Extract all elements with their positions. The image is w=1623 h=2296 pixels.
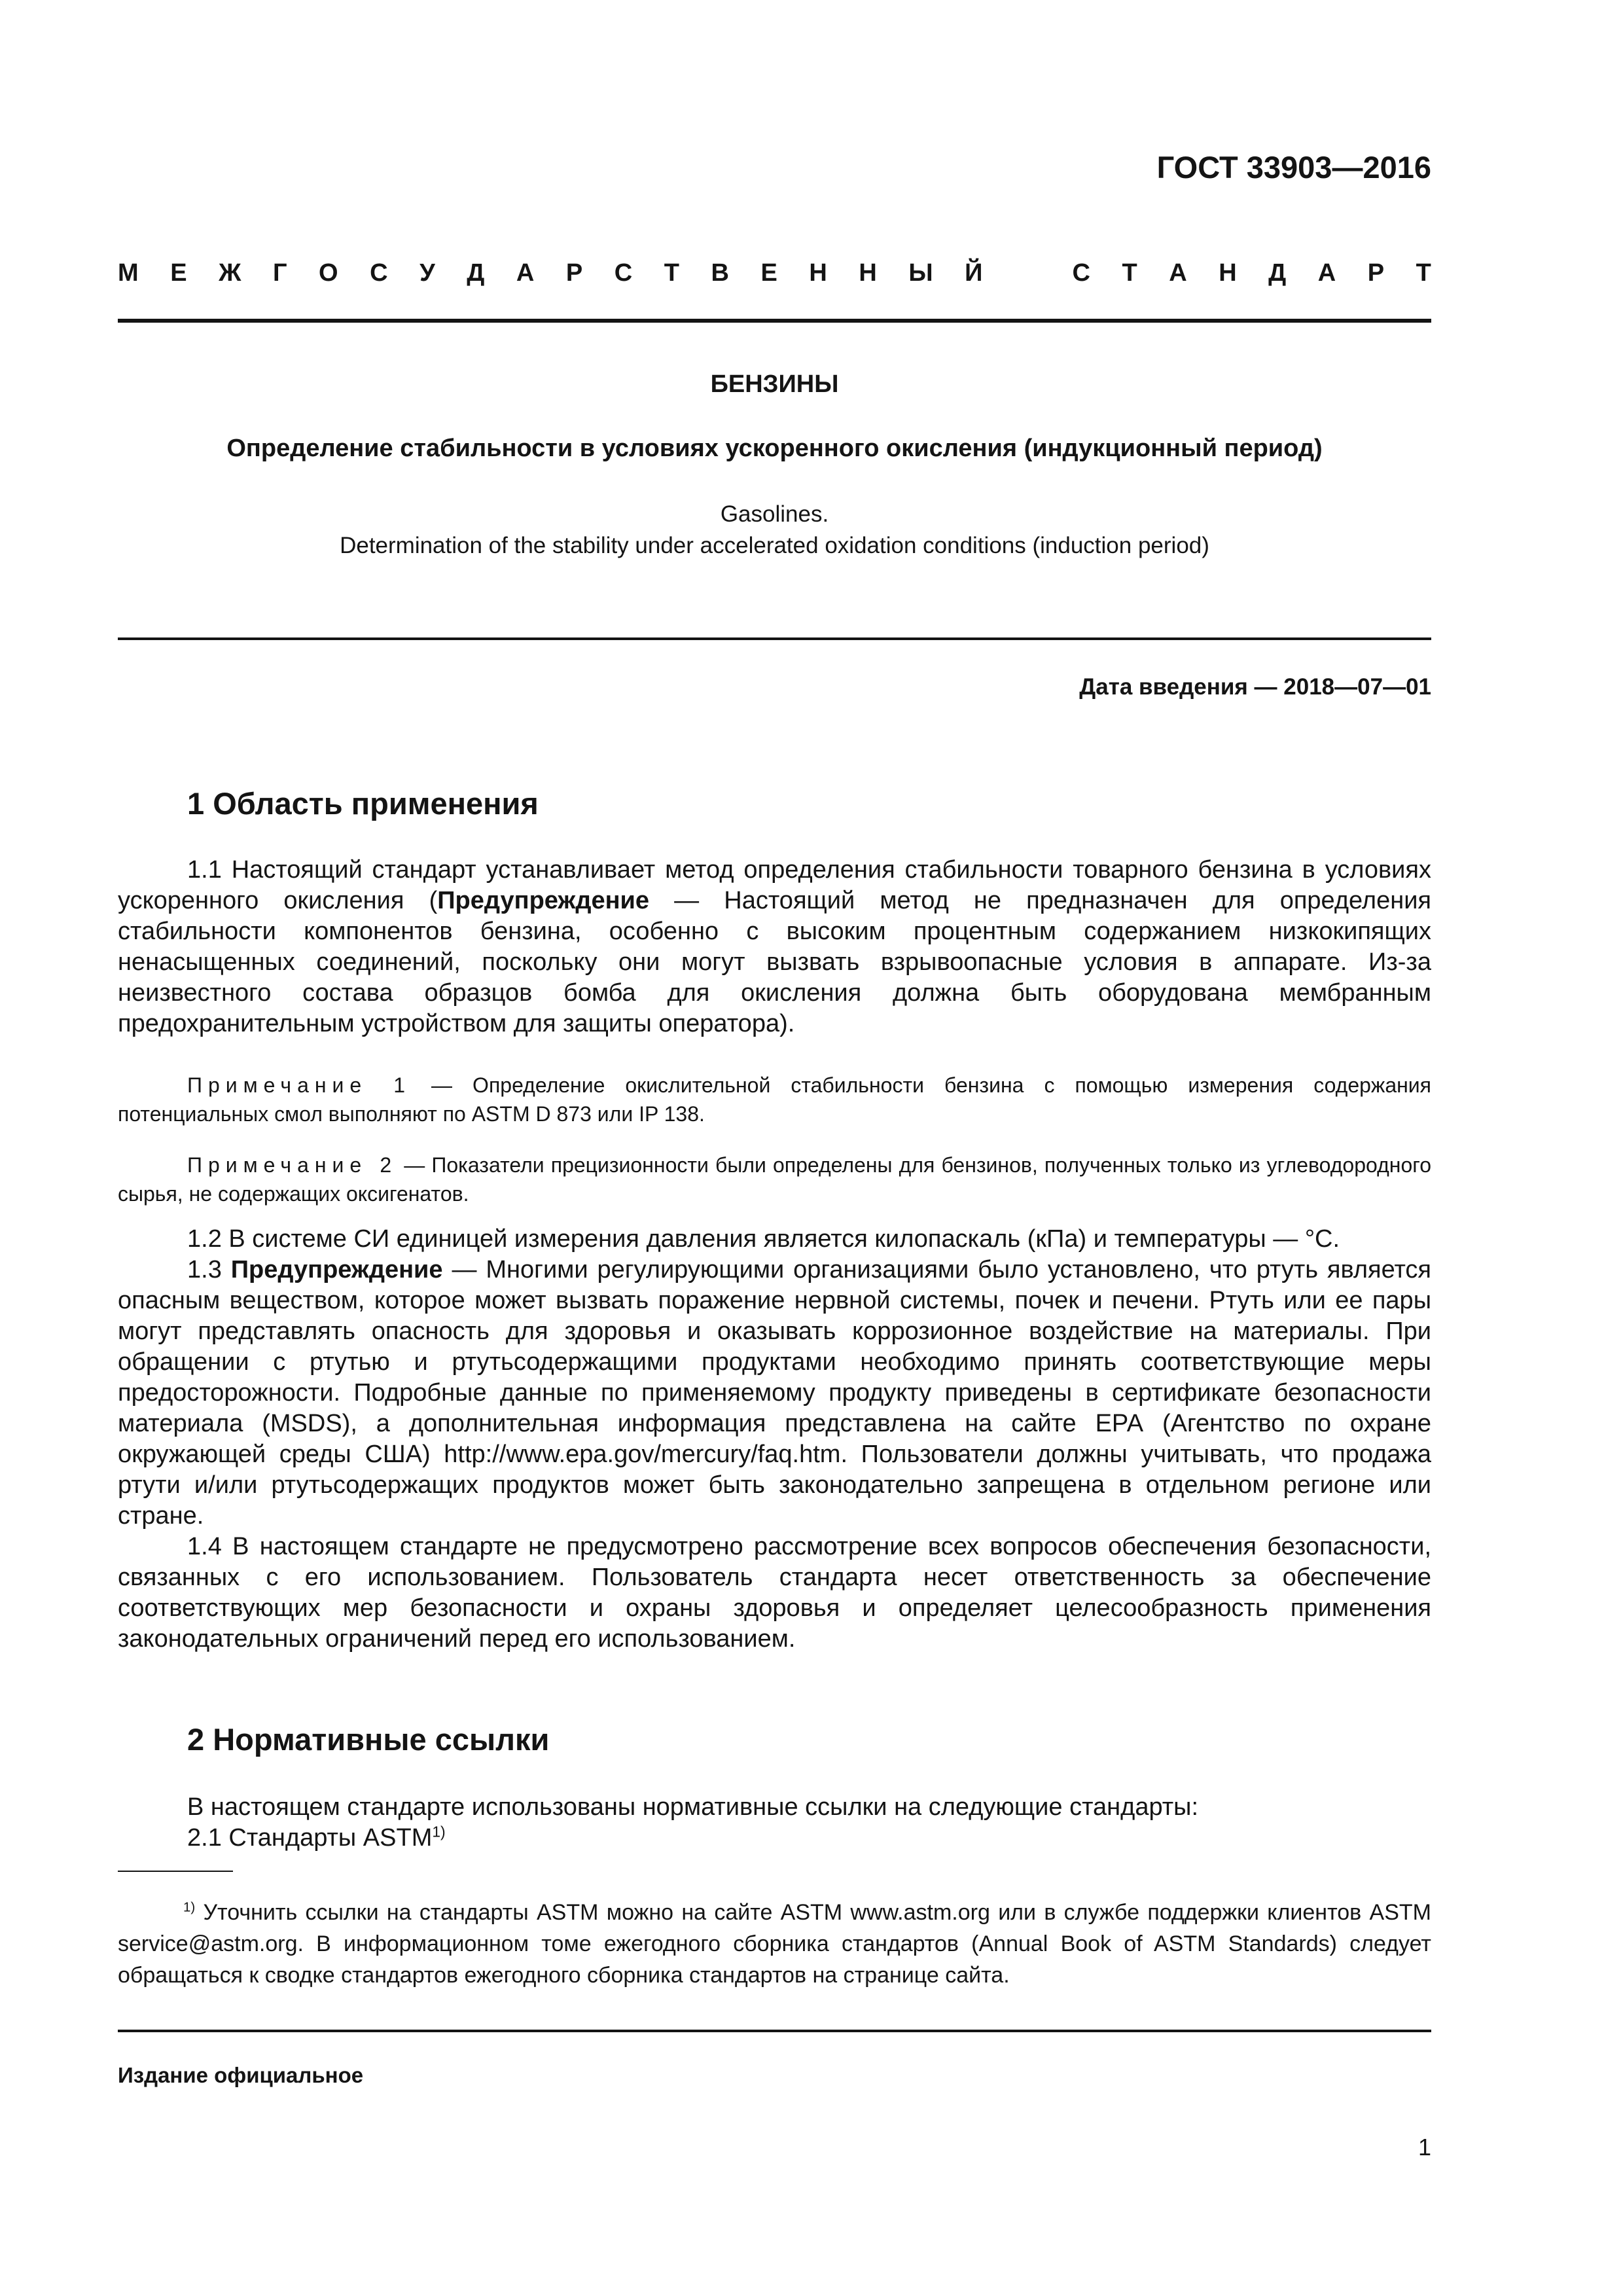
banner-letter: Т: [664, 259, 679, 287]
section-2-heading: 2 Нормативные ссылки: [187, 1722, 550, 1757]
banner-letter: Р: [565, 259, 583, 287]
banner-letter: Й: [965, 259, 983, 287]
clause-1-3: [118, 1255, 1431, 1532]
clauses-1-2-to-1-4: [118, 1224, 1431, 1655]
document-subtitle-ru: Определение стабильности в условиях ускоренного окисления (индукционный период): [226, 435, 1323, 462]
note-1: [118, 1071, 1431, 1128]
note-2-label: Примечание 2: [187, 1153, 398, 1177]
clause-1-1-text-b: — Настоящий метод не предназначен для определения стабильности компонентов бензина, особенно с высоким процентным содержанием низкокипящих ненасыщенных соединений, поскольку они могут вызвать взрывоопасные условия в аппарате. Из-за неизвестного состава образцов бомба для окисления должна быть оборудована мембранным предохранительным устройством для защиты оператора).: [118, 887, 1431, 1037]
section-1-heading: 1 Область применения: [187, 786, 539, 821]
note-1-text: — Определение окислительной стабильности бензина с помощью измерения содержания потенциальных смол выполняют по ASTM D 873 или IP 138.: [118, 1073, 1432, 1126]
standard-type-banner: [118, 259, 1431, 287]
footnote-marker: 1): [183, 1900, 196, 1915]
note-2-text: — Показатели прецизионности были определены для бензинов, полученных только из углеводородного сырья, не содержащих оксигенатов.: [118, 1153, 1432, 1206]
document-title: БЕНЗИНЫ: [710, 370, 839, 398]
section-2-body: [118, 1792, 1431, 1854]
clause-1-1: [118, 855, 1431, 1039]
banner-letter: Н: [1219, 259, 1237, 287]
banner-letter: Е: [760, 259, 777, 287]
clause-2-1-text: 2.1 Стандарты ASTM: [187, 1824, 433, 1852]
banner-letter: Ж: [219, 259, 241, 287]
document-number: ГОСТ 33903—2016: [1156, 150, 1431, 185]
header-rule: [118, 319, 1431, 323]
banner-letter: Ы: [908, 259, 933, 287]
footnote-1: [118, 1897, 1431, 1991]
clause-1-1-text-a: 1.1 Настоящий стандарт устанавливает метод определения стабильности товарного бензина в условиях ускоренного окисления (: [118, 856, 1431, 914]
clause-2-1: [118, 1823, 1431, 1854]
banner-letter: Д: [1268, 259, 1287, 287]
clause-1-3-text: — Многими регулирующими организациями было установлено, что ртуть является опасным веществом, которое может вызвать поражение нервной системы, почек и печени. Ртуть или ее пары могут представлять опасность для здоровья и оказывать коррозионное воздействие на материалы. При обращении с ртутью и ртутьсодержащими продуктами необходимо принять соответствующие меры предосторожности. Подробные данные по применяемому продукту приведены в сертификате безопасности материала (MSDS), а дополнительная информация представлена на сайте ЕРА (Агентство по охране окружающей среды США) http://www.epa.gov/mercury/faq.htm. Пользователи должны учитывать, что продажа ртути и/или ртутьсодержащих продуктов может быть законодательно запрещена в отдельном регионе или стране.: [118, 1256, 1431, 1530]
clause-1-2: 1.2 В системе СИ единицей измерения давления является килопаскаль (кПа) и температуры — °С.: [187, 1225, 1340, 1253]
banner-letter: Т: [1416, 259, 1431, 287]
banner-letter: Г: [272, 259, 287, 287]
clause-1-3-number: 1.3: [187, 1256, 231, 1283]
banner-letter: С: [1072, 259, 1090, 287]
banner-letter: А: [516, 259, 535, 287]
banner-letter: Н: [809, 259, 827, 287]
banner-letter: А: [1169, 259, 1187, 287]
note-1-label: Примечание 1: [187, 1073, 412, 1097]
banner-letter: Т: [1122, 259, 1137, 287]
section-2-intro: В настоящем стандарте использованы нормативные ссылки на следующие стандарты:: [187, 1793, 1199, 1821]
banner-letter: С: [370, 259, 388, 287]
footer-rule: [118, 2030, 1431, 2032]
note-2: [118, 1151, 1431, 1208]
subtitle-en-line-1: Gasolines.: [720, 501, 829, 527]
banner-letter: Д: [467, 259, 485, 287]
banner-letter: Р: [1367, 259, 1385, 287]
banner-letter: Е: [170, 259, 187, 287]
clause-1-1-warning: Предупреждение: [437, 887, 650, 914]
banner-gap: [1014, 259, 1041, 287]
official-edition-label: Издание официальное: [118, 2063, 364, 2087]
title-rule: [118, 637, 1431, 640]
banner-letter: М: [118, 259, 139, 287]
banner-letter: А: [1317, 259, 1336, 287]
banner-letter: Н: [859, 259, 877, 287]
page-number: 1: [1418, 2134, 1431, 2161]
banner-letter: У: [419, 259, 435, 287]
banner-letter: В: [711, 259, 729, 287]
footnote-separator: [118, 1871, 233, 1872]
footnote-text: Уточнить ссылки на стандарты ASTM можно на сайте ASTM www.astm.org или в службе поддержки клиентов ASTM service@astm.org. В информационном томе ежегодного сборника стандартов (Annual Book of ASTM Standards) следует обращаться к сводке стандартов ежегодного сборника стандартов на странице сайта.: [118, 1900, 1431, 1988]
clause-1-3-warning: Предупреждение: [230, 1256, 443, 1283]
banner-letter: О: [319, 259, 338, 287]
footnote-ref: 1): [432, 1823, 446, 1840]
clause-1-4: 1.4 В настоящем стандарте не предусмотрено рассмотрение всех вопросов обеспечения безопасности, связанных с его использованием. Пользователь стандарта несет ответственность за обеспечение соответствующих мер безопасности и охраны здоровья и определяет целесообразность применения законодательных ограничений перед его использованием.: [118, 1533, 1431, 1653]
introduction-date: Дата введения — 2018—07—01: [1079, 674, 1431, 700]
banner-letter: С: [614, 259, 633, 287]
document-subtitle-en: [118, 499, 1431, 562]
subtitle-en-line-2: Determination of the stability under accelerated oxidation conditions (induction period): [340, 533, 1209, 558]
